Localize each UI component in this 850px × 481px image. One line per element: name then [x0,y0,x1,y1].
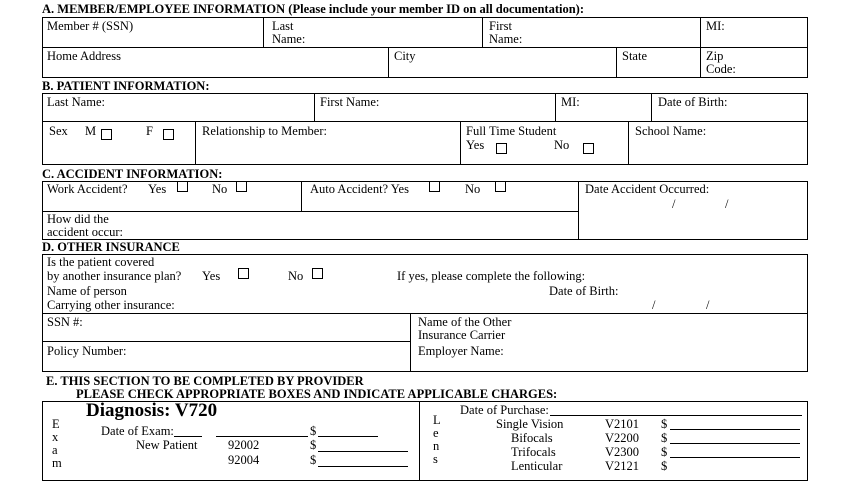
auto-accident-no-checkbox[interactable] [495,181,506,192]
charge-92004[interactable] [318,466,408,467]
other-ssn-field[interactable]: SSN #: [47,315,83,329]
dollar-sign: $ [310,424,317,438]
patient-mi-field[interactable]: MI: [561,95,580,109]
divider [460,121,461,165]
sex-female-checkbox[interactable] [163,129,174,140]
covered-question: by another insurance plan? [47,269,182,283]
charge-exam-1[interactable] [318,436,378,437]
auto-accident-yes-checkbox[interactable] [429,181,440,192]
lens-single-vision-code: V2101 [605,417,640,431]
divider [578,181,579,240]
sex-male-label: M [85,124,97,138]
dollar-sign: $ [310,453,317,467]
how-accident-label: How did the [47,212,109,226]
member-first-name-label: First [489,19,512,33]
member-last-name-field[interactable]: Name: [272,32,306,46]
member-ssn-field[interactable]: Member # (SSN) [47,19,134,33]
work-accident-yes-label: Yes [148,182,167,196]
divider [482,17,483,47]
lens-lenticular-label: Lenticular [511,459,563,473]
zip-label: Zip [706,49,724,63]
covered-yes-label: Yes [202,269,221,283]
work-accident-no-checkbox[interactable] [236,181,247,192]
name-person-label: Name of person [47,284,127,298]
lens-bifocals-code: V2200 [605,431,640,445]
divider [410,313,411,372]
fulltime-no-checkbox[interactable] [583,143,594,154]
member-mi-field[interactable]: MI: [706,19,725,33]
other-dob-slash-1: / [652,298,656,312]
exam-letter: a [52,443,58,457]
covered-yes-checkbox[interactable] [238,268,249,279]
name-person-field[interactable]: Carrying other insurance: [47,298,175,312]
charge-trifocals[interactable] [670,457,800,458]
charge-bifocals[interactable] [670,443,800,444]
dollar-sign: $ [661,459,668,473]
lens-bifocals-label: Bifocals [511,431,553,445]
date-of-exam-field-2[interactable] [216,436,308,437]
other-carrier-label: Name of the Other [418,315,512,329]
new-patient-label: New Patient [136,438,198,452]
section-b-heading: B. PATIENT INFORMATION: [42,79,210,93]
divider [555,93,556,121]
lens-trifocals-code: V2300 [605,445,640,459]
employer-name-field[interactable]: Employer Name: [418,344,504,358]
date-slash-2: / [725,197,729,211]
auto-accident-no-label: No [465,182,481,196]
exam-letter: E [52,417,60,431]
lens-trifocals-label: Trifocals [511,445,556,459]
divider [700,17,701,78]
sex-male-checkbox[interactable] [101,129,112,140]
dollar-sign: $ [310,438,317,452]
other-dob-slash-2: / [706,298,710,312]
divider [628,121,629,165]
divider [616,47,617,78]
exam-code-92004: 92004 [228,453,260,467]
date-of-purchase-label: Date of Purchase: [460,403,549,417]
lens-letter: e [433,426,439,440]
divider [42,211,578,212]
lens-letter: s [433,452,438,466]
zip-code-field[interactable]: Code: [706,62,736,76]
patient-first-name-field[interactable]: First Name: [320,95,380,109]
divider [263,17,264,47]
divider [651,93,652,121]
charge-92002[interactable] [318,451,408,452]
dollar-sign: $ [661,417,668,431]
covered-no-checkbox[interactable] [312,268,323,279]
section-e-subheading: PLEASE CHECK APPROPRIATE BOXES AND INDICATE APPLICABLE CHARGES: [76,387,558,401]
other-dob-field[interactable]: Date of Birth: [549,284,619,298]
section-d-heading: D. OTHER INSURANCE [42,240,180,254]
section-c-heading: C. ACCIDENT INFORMATION: [42,167,223,181]
divider [195,121,196,165]
diagnosis-label: Diagnosis: V720 [86,400,218,421]
date-of-exam-label: Date of Exam: [101,424,174,438]
if-yes-instructions: If yes, please complete the following: [397,269,586,283]
divider [301,181,302,211]
fulltime-yes-checkbox[interactable] [496,143,507,154]
work-accident-no-label: No [212,182,228,196]
date-accident-occurred-field[interactable]: Date Accident Occurred: [585,182,710,196]
divider [42,47,808,48]
fulltime-student-label: Full Time Student [466,124,557,138]
section-e-heading: E. THIS SECTION TO BE COMPLETED BY PROVIDER [46,374,364,388]
sex-female-label: F [146,124,153,138]
home-address-field[interactable]: Home Address [47,49,121,63]
sex-label: Sex [49,124,68,138]
lens-single-vision-label: Single Vision [496,417,564,431]
dollar-sign: $ [661,445,668,459]
date-of-exam-field[interactable] [174,436,202,437]
patient-dob-field[interactable]: Date of Birth: [658,95,728,109]
school-name-field[interactable]: School Name: [635,124,707,138]
city-field[interactable]: City [394,49,416,63]
date-slash-1: / [672,197,676,211]
divider [314,93,315,121]
lens-lenticular-code: V2121 [605,459,640,473]
work-accident-label: Work Accident? [47,182,128,196]
auto-accident-label: Auto Accident? Yes [310,182,409,196]
exam-letter: m [52,456,62,470]
exam-letter: x [52,430,59,444]
policy-number-field[interactable]: Policy Number: [47,344,127,358]
fulltime-no-label: No [554,138,570,152]
divider [42,341,410,342]
dollar-sign: $ [661,431,668,445]
divider [42,313,808,314]
patient-last-name-field[interactable]: Last Name: [47,95,105,109]
lens-letter: L [433,413,441,427]
member-first-name-field[interactable]: Name: [489,32,523,46]
date-of-purchase-field[interactable] [550,415,802,416]
charge-single-vision[interactable] [670,429,800,430]
state-field[interactable]: State [622,49,647,63]
fulltime-yes-label: Yes [466,138,485,152]
divider [42,121,808,122]
how-accident-field[interactable]: accident occur: [47,225,123,239]
work-accident-yes-checkbox[interactable] [177,181,188,192]
covered-label: Is the patient covered [47,255,155,269]
divider [388,47,389,78]
other-carrier-field[interactable]: Insurance Carrier [418,328,506,342]
member-last-name-label: Last [272,19,294,33]
lens-letter: n [433,439,440,453]
divider [419,401,420,481]
section-a-heading: A. MEMBER/EMPLOYEE INFORMATION (Please include your member ID on all documentation): [42,2,584,16]
exam-code-92002: 92002 [228,438,260,452]
relationship-field[interactable]: Relationship to Member: [202,124,327,138]
covered-no-label: No [288,269,304,283]
